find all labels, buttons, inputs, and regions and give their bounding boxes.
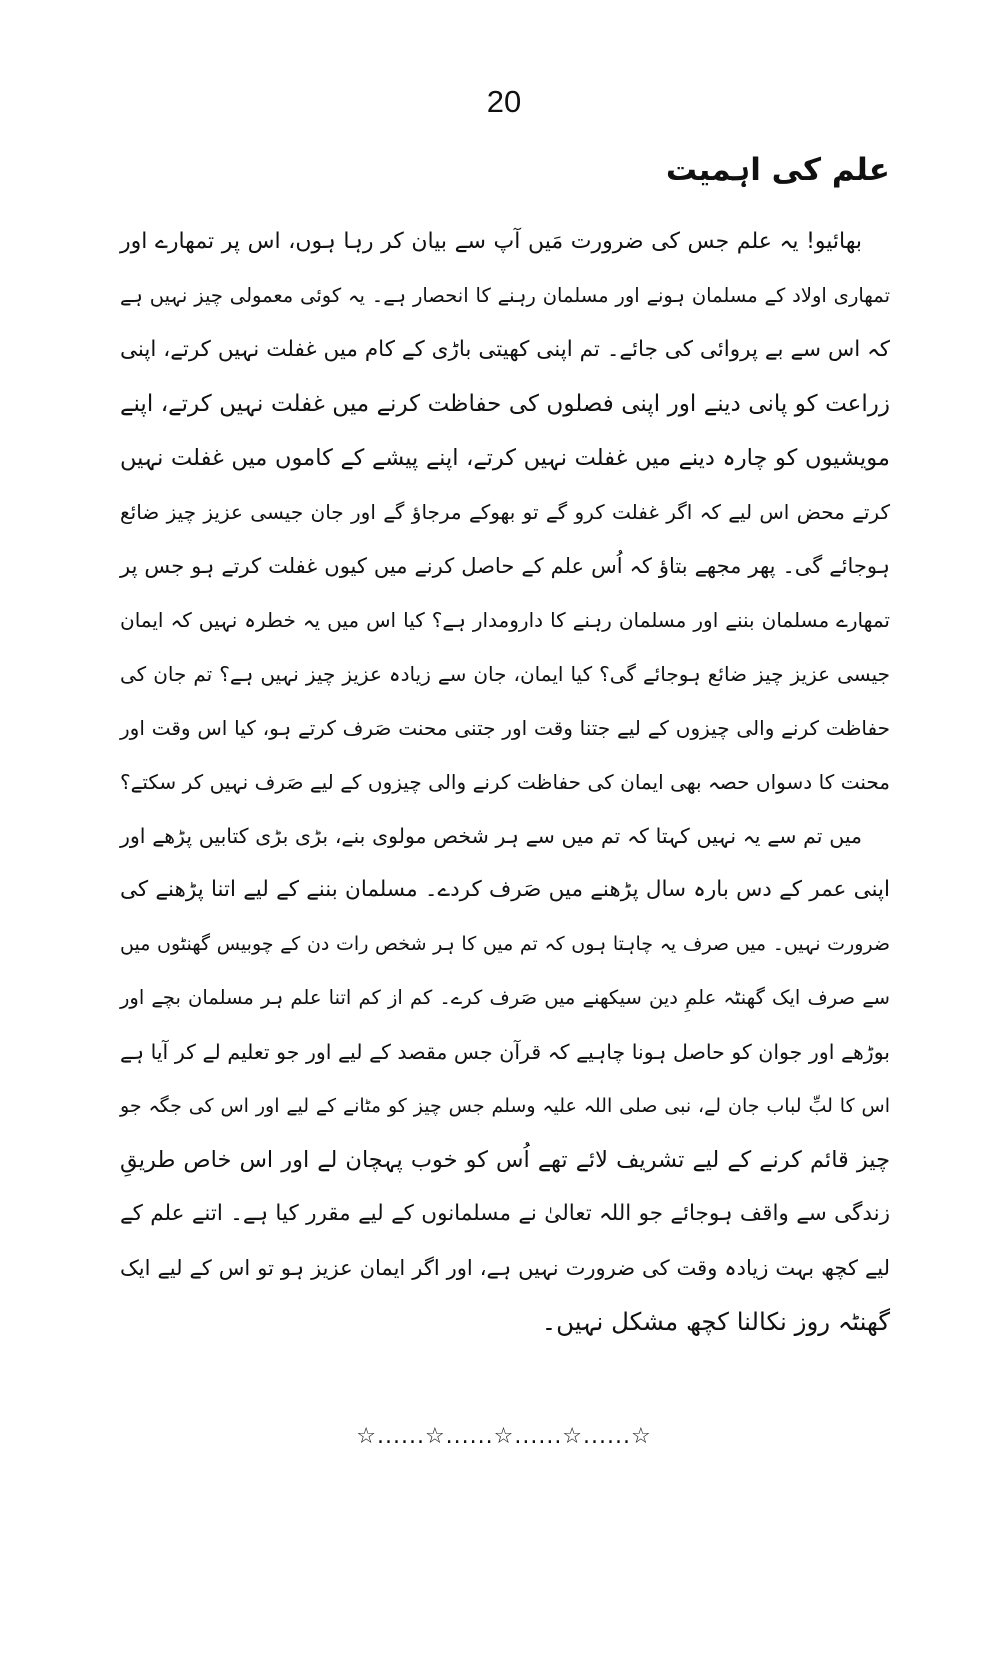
page-number: 20 — [486, 84, 522, 119]
text-line: حفاظت کرنے والی چیزوں کے لیے جتنا وقت اور جتنی محنت صَرف کرتے ہو، کیا اس وقت اور — [120, 716, 890, 740]
text-line: چیز قائم کرنے کے لیے تشریف لائے تھے اُس کو خوب پہچان لے اور اس خاص طریقِ — [120, 1147, 890, 1173]
text-line: میں تم سے یہ نہیں کہتا کہ تم میں سے ہر شخص مولوی بنے، بڑی بڑی کتابیں پڑھے اور — [120, 824, 862, 848]
star-separator: ☆......☆......☆......☆......☆ — [356, 1424, 652, 1449]
text-line: جیسی عزیز چیز ضائع ہوجائے گی؟ کیا ایمان، جان سے زیادہ عزیز چیز نہیں ہے؟ تم جان کی — [120, 662, 890, 686]
text-line: کہ اس سے بے پروائی کی جائے۔ تم اپنی کھیتی باڑی کے کام میں غفلت نہیں کرتے، اپنی — [120, 337, 890, 362]
text-line: تمھارے مسلمان بننے اور مسلمان رہنے کا دارومدار ہے؟ کیا اس میں یہ خطرہ نہیں کہ ایمان — [120, 608, 890, 632]
text-line: لیے کچھ بہت زیادہ وقت کی ضرورت نہیں ہے، اور اگر ایمان عزیز ہو تو اس کے لیے ایک — [120, 1256, 890, 1280]
text-line: مویشیوں کو چارہ دینے میں غفلت نہیں کرتے، اپنے پیشے کے کاموں میں غفلت نہیں — [120, 445, 890, 471]
text-line: اپنی عمر کے دس بارہ سال پڑھنے میں صَرف کردے۔ مسلمان بننے کے لیے اتنا پڑھنے کی — [120, 877, 890, 902]
text-line: زراعت کو پانی دینے اور اپنی فصلوں کی حفاظت کرنے میں غفلت نہیں کرتے، اپنے — [120, 391, 890, 417]
text-line: کرتے محض اس لیے کہ اگر غفلت کرو گے تو بھوکے مرجاؤ گے اور جان جیسی عزیز چیز ضائع — [120, 500, 890, 524]
text-line: اس کا لبِّ لباب جان لے، نبی صلی اللہ علیہ وسلم جس چیز کو مٹانے کے لیے اور اس کی جگہ جو — [120, 1095, 890, 1117]
text-line: گھنٹہ روز نکالنا کچھ مشکل نہیں۔ — [541, 1307, 890, 1336]
text-line: بوڑھے اور جوان کو حاصل ہونا چاہیے کہ قرآن جس مقصد کے لیے اور جو تعلیم لے کر آیا ہے — [120, 1040, 890, 1064]
text-line: تمھاری اولاد کے مسلمان ہونے اور مسلمان رہنے کا انحصار ہے۔ یہ کوئی معمولی چیز نہیں ہے — [120, 284, 890, 307]
body-text — [120, 215, 890, 1349]
text-line: سے صرف ایک گھنٹہ علمِ دین سیکھنے میں صَرف کرے۔ کم از کم اتنا علم ہر مسلمان بچے اور — [120, 986, 890, 1009]
text-line: زندگی سے واقف ہوجائے جو اللہ تعالیٰ نے مسلمانوں کے لیے مقرر کیا ہے۔ اتنے علم کے — [120, 1201, 890, 1226]
section-title: علم کی اہمیت — [665, 152, 890, 188]
text-line: ہوجائے گی۔ پھر مجھے بتاؤ کہ اُس علم کے حاصل کرنے میں کیوں غفلت کرتے ہو جس پر — [120, 554, 890, 578]
text-line: بھائیو! یہ علم جس کی ضرورت مَیں آپ سے بیان کر رہا ہوں، اس پر تمھارے اور — [120, 229, 862, 254]
text-line: محنت کا دسواں حصہ بھی ایمان کی حفاظت کرنے والی چیزوں کے لیے صَرف نہیں کر سکتے؟ — [120, 770, 890, 794]
text-line: ضرورت نہیں۔ میں صرف یہ چاہتا ہوں کہ تم میں کا ہر شخص رات دن کے چوبیس گھنٹوں میں — [120, 933, 890, 955]
